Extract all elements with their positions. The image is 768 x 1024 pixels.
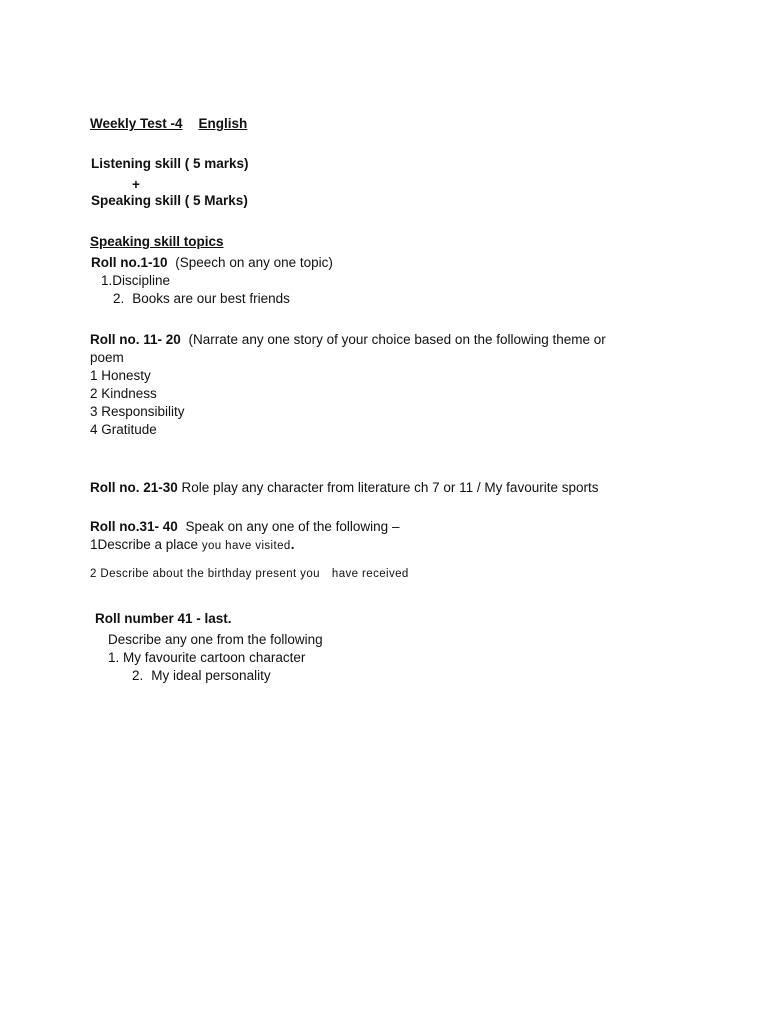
list-item: 4 Gratitude [90, 422, 157, 437]
list-number: 2. [132, 668, 144, 683]
test-subject: English [198, 116, 248, 131]
section-roll-1-10 [91, 254, 333, 272]
section-instruction: (Narrate any one story of your choice based on the following theme or [188, 332, 606, 347]
list-item: 2 Kindness [90, 386, 157, 401]
list-item: 1 Honesty [90, 368, 151, 383]
section-instruction: (Speech on any one topic) [175, 255, 333, 270]
list-text-period: . [290, 537, 295, 552]
section-roll-31-40 [90, 518, 399, 536]
list-item: 1. My favourite cartoon character [108, 650, 306, 665]
topics-heading: Speaking skill topics [90, 234, 224, 249]
roll-range: Roll no.1-10 [91, 255, 168, 270]
section-roll-11-20 [90, 331, 606, 349]
section-roll-21-30 [90, 479, 598, 497]
test-title: Weekly Test -4 [90, 116, 183, 131]
list-item [113, 290, 290, 308]
test-title-line [90, 115, 247, 133]
list-item: 1.Discipline [101, 273, 171, 288]
list-item: 3 Responsibility [90, 404, 185, 419]
list-text: 2 Describe about the birthday present you [90, 568, 320, 580]
list-text: 1Describe a place [90, 537, 199, 552]
speaking-skill-marks: Speaking skill ( 5 Marks) [91, 193, 248, 208]
list-item [132, 667, 271, 685]
list-item [90, 536, 294, 555]
list-text-small: you have visited [201, 540, 291, 552]
section-instruction-cont: poem [90, 350, 124, 365]
section-instruction: Role play any character from literature ch 7 or 11 / My favourite sports [181, 480, 599, 495]
listening-skill-marks: Listening skill ( 5 marks) [91, 156, 249, 171]
section-roll-41-last: Roll number 41 - last. [95, 611, 232, 626]
list-number: 2. [113, 291, 125, 306]
roll-range: Roll no. 21-30 [90, 480, 178, 495]
list-text: My ideal personality [151, 668, 271, 683]
roll-range: Roll no.31- 40 [90, 519, 178, 534]
plus-sign: + [132, 177, 140, 192]
list-text: Books are our best friends [132, 291, 290, 306]
section-instruction: Describe any one from the following [108, 632, 323, 647]
section-instruction: Speak on any one of the following – [185, 519, 400, 534]
list-text: have received [331, 568, 409, 580]
list-item [90, 565, 409, 583]
roll-range: Roll no. 11- 20 [90, 332, 181, 347]
